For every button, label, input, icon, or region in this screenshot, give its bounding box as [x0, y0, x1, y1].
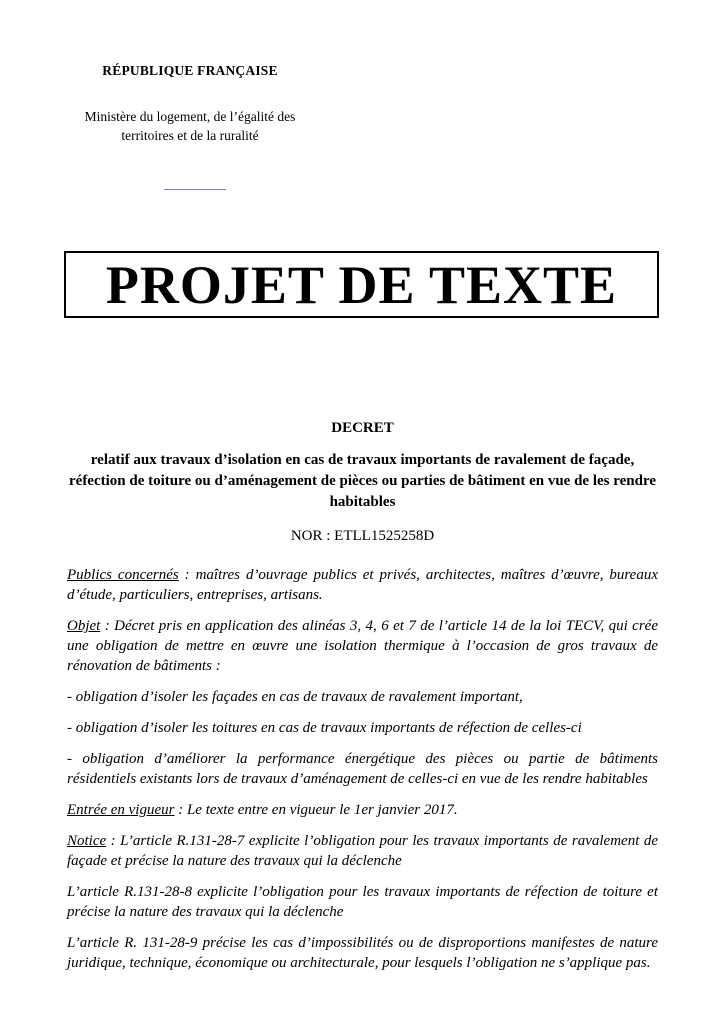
paragraph-label: Publics concernés: [67, 567, 179, 583]
paragraph-entree-en-vigueur: [67, 800, 658, 820]
ministry-name: [70, 107, 310, 145]
paragraph-publics-concernes: [67, 565, 658, 605]
decree-subject: relatif aux travaux d’isolation en cas de travaux importants de ravalement de façade, réfection de toiture ou d’aménagement de pièces ou parties de bâtiment en vue de les rendre habitables: [69, 452, 656, 510]
paragraph-bullet-performance: [67, 749, 658, 789]
title-box: [64, 251, 659, 318]
paragraph-text: - obligation d’améliorer la performance énergétique des pièces ou partie de bâtiments résidentiels existants lors de travaux d’aménagement de celles-ci en vue de les rendre habitables: [67, 751, 658, 787]
paragraph-text: L’article R.131-28-8 explicite l’obligation pour les travaux importants de réfection de toiture et précise la nature des travaux qui la déclenche: [67, 884, 658, 920]
paragraph-text: : maîtres d’ouvrage publics et privés, architectes, maîtres d’œuvre, bureaux d’étude, particuliers, entreprises, artisans.: [67, 567, 658, 603]
document-title: PROJET DE TEXTE: [105, 254, 618, 315]
paragraph-notice: [67, 831, 658, 871]
republic-title: RÉPUBLIQUE FRANÇAISE: [102, 63, 278, 78]
header-block: [70, 63, 310, 145]
paragraph-bullet-facades: [67, 687, 658, 707]
nor-number: NOR : ETLL1525258D: [290, 528, 435, 544]
paragraph-article-r131-28-8: [67, 882, 658, 922]
paragraph-text: : L’article R.131-28-7 explicite l’obligation pour les travaux importants de ravalement de façade et précise la nature des travaux qui la déclenche: [67, 833, 658, 869]
document-content: [67, 420, 658, 984]
paragraph-text: : Décret pris en application des alinéas 3, 4, 6 et 7 de l’article 14 de la loi TECV, qui crée une obligation de mettre en œuvre une isolation thermique à l’occasion de gros travaux de rénovation de bâtiments :: [67, 618, 658, 674]
paragraph-label: Notice: [67, 833, 107, 849]
paragraph-label: Objet: [67, 618, 101, 634]
paragraph-text: - obligation d’isoler les façades en cas de travaux de ravalement important,: [67, 689, 523, 705]
ministry-line-1: Ministère du logement, de l’égalité des: [84, 109, 296, 124]
paragraph-article-r131-28-9: [67, 933, 658, 973]
paragraph-text: L’article R. 131-28-9 précise les cas d’impossibilités ou de disproportions manifestes de nature juridique, technique, économique ou architecturale, pour lesquels l’obligation ne s’applique pas.: [67, 935, 658, 971]
paragraph-bullet-toitures: [67, 718, 658, 738]
paragraph-label: Entrée en vigueur: [67, 802, 175, 818]
ministry-line-2: territoires et de la ruralité: [121, 128, 259, 143]
paragraph-text: - obligation d’isoler les toitures en cas de travaux importants de réfection de celles-ci: [67, 720, 582, 736]
decree-heading: DECRET: [331, 420, 394, 436]
paragraph-text: : Le texte entre en vigueur le 1er janvier 2017.: [174, 802, 458, 818]
divider-rule: [164, 189, 226, 190]
paragraph-objet: [67, 616, 658, 676]
